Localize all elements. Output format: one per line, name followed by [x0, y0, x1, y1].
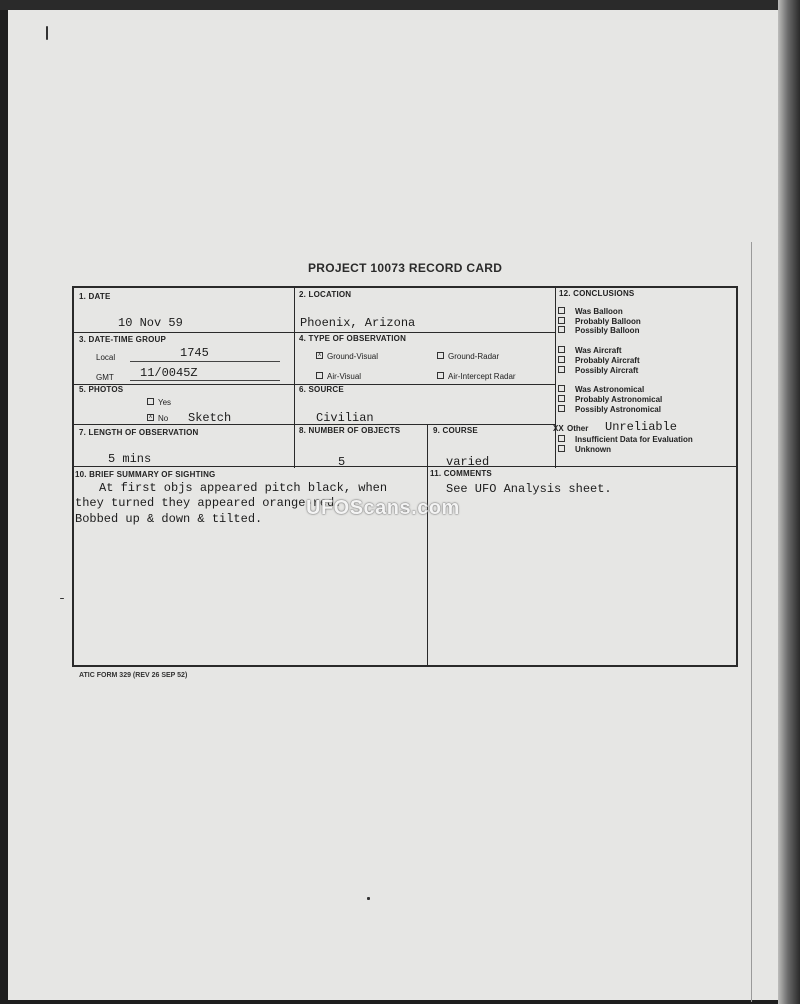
- scan-speck: [60, 598, 64, 599]
- grid-line: [74, 424, 555, 425]
- photos-label: 5. PHOTOS: [79, 385, 124, 394]
- type-ground-radar: [437, 352, 499, 361]
- gmt-underline: [130, 380, 280, 381]
- course-value: varied: [446, 455, 490, 469]
- photos-no: [147, 414, 168, 423]
- conclusion-insufficient-data: [558, 435, 693, 444]
- gmt-label: GMT: [96, 373, 114, 382]
- conclusion-probably-aircraft: [558, 356, 640, 365]
- grid-line: [74, 332, 555, 333]
- type-air-intercept: [437, 372, 516, 381]
- summary-line-2: they turned they appeared orange-red.: [75, 496, 342, 510]
- conclusion-checkbox[interactable]: [558, 317, 565, 324]
- scan-fold-line: [751, 242, 752, 1002]
- photos-value: Sketch: [188, 411, 232, 425]
- conclusion-other: [553, 424, 588, 433]
- photos-no-label: No: [158, 414, 169, 423]
- conclusion-label: Was Astronomical: [575, 385, 645, 394]
- conclusion-was-aircraft: [558, 346, 622, 355]
- comments-label: 11. COMMENTS: [430, 469, 492, 478]
- conclusion-label: Probably Astronomical: [575, 395, 663, 404]
- type-label: 4. TYPE OF OBSERVATION: [299, 334, 407, 343]
- source-value: Civilian: [316, 411, 374, 425]
- other-value: Unreliable: [605, 420, 678, 434]
- comments-value: See UFO Analysis sheet.: [446, 482, 612, 496]
- local-value: 1745: [180, 346, 209, 360]
- conclusion-label: Insufficient Data for Evaluation: [575, 435, 693, 444]
- air-intercept-checkbox[interactable]: [437, 372, 444, 379]
- ground-visual-label: Ground-Visual: [327, 352, 378, 361]
- objects-value: 5: [338, 455, 346, 469]
- form-id: ATIC FORM 329 (REV 26 SEP 52): [79, 672, 188, 679]
- conclusion-possibly-balloon: [558, 326, 639, 335]
- conclusion-label: Was Aircraft: [575, 346, 622, 355]
- date-value: 10 Nov 59: [118, 316, 183, 330]
- grid-line: [294, 288, 295, 468]
- air-visual-label: Air-Visual: [327, 372, 362, 381]
- photos-yes-label: Yes: [158, 398, 172, 407]
- air-visual-checkbox[interactable]: [316, 372, 323, 379]
- summary-line-3: Bobbed up & down & tilted.: [75, 512, 263, 526]
- photos-no-checkbox[interactable]: X: [148, 414, 153, 421]
- conclusion-checkbox[interactable]: [558, 385, 565, 392]
- scan-speck: [46, 26, 48, 40]
- photos-yes-checkbox[interactable]: [147, 398, 154, 405]
- grid-line: [555, 288, 556, 468]
- conclusion-checkbox[interactable]: [558, 435, 565, 442]
- conclusion-label: Possibly Aircraft: [575, 366, 639, 375]
- conclusion-checkbox[interactable]: [558, 395, 565, 402]
- conclusion-checkbox[interactable]: [558, 405, 565, 412]
- length-label: 7. LENGTH OF OBSERVATION: [79, 428, 199, 437]
- local-underline: [130, 361, 280, 362]
- location-label: 2. LOCATION: [299, 290, 352, 299]
- conclusion-label: Unknown: [575, 445, 611, 454]
- air-intercept-label: Air-Intercept Radar: [448, 372, 516, 381]
- conclusion-was-balloon: [558, 307, 623, 316]
- conclusion-checkbox[interactable]: [558, 307, 565, 314]
- conclusion-probably-balloon: [558, 317, 641, 326]
- course-label: 9. COURSE: [433, 426, 478, 435]
- conclusion-checkbox[interactable]: [558, 356, 565, 363]
- source-label: 6. SOURCE: [299, 385, 344, 394]
- grid-line: [74, 466, 736, 467]
- photos-yes: [147, 398, 171, 407]
- type-ground-visual: [316, 352, 378, 361]
- conclusion-possibly-astronomical: [558, 405, 661, 414]
- length-value: 5 mins: [108, 452, 152, 466]
- local-label: Local: [96, 353, 116, 362]
- summary-label: 10. BRIEF SUMMARY OF SIGHTING: [75, 470, 216, 479]
- ground-radar-checkbox[interactable]: [437, 352, 444, 359]
- conclusion-checkbox[interactable]: [558, 346, 565, 353]
- objects-label: 8. NUMBER OF OBJECTS: [299, 426, 401, 435]
- watermark: UFOScans.com: [306, 497, 460, 519]
- conclusion-checkbox[interactable]: [558, 326, 565, 333]
- grid-line: [427, 424, 428, 667]
- other-mark: XX: [553, 424, 564, 433]
- summary-line-1: At first objs appeared pitch black, when: [99, 481, 388, 495]
- conclusion-probably-astronomical: [558, 395, 662, 404]
- ground-visual-checkbox[interactable]: X: [317, 352, 322, 359]
- conclusions-label: 12. CONCLUSIONS: [559, 289, 635, 298]
- conclusion-checkbox[interactable]: [558, 445, 565, 452]
- conclusion-label: Probably Balloon: [575, 317, 641, 326]
- dtg-label: 3. DATE-TIME GROUP: [79, 335, 167, 344]
- conclusion-label: Probably Aircraft: [575, 356, 640, 365]
- scan-right-edge: [778, 0, 800, 1004]
- type-air-visual: [316, 372, 361, 381]
- date-label: 1. DATE: [79, 292, 111, 301]
- card-title: PROJECT 10073 RECORD CARD: [308, 261, 503, 275]
- conclusion-unknown: [558, 445, 611, 454]
- conclusion-label: Possibly Astronomical: [575, 405, 661, 414]
- conclusion-was-astronomical: [558, 385, 644, 394]
- conclusion-checkbox[interactable]: [558, 366, 565, 373]
- gmt-value: 11/0045Z: [140, 366, 198, 380]
- scan-top-edge: [0, 0, 800, 10]
- conclusion-label: Was Balloon: [575, 307, 623, 316]
- conclusion-label: Possibly Balloon: [575, 326, 640, 335]
- ground-radar-label: Ground-Radar: [448, 352, 500, 361]
- conclusion-possibly-aircraft: [558, 366, 638, 375]
- conclusion-label: Other: [567, 424, 589, 433]
- location-value: Phoenix, Arizona: [300, 316, 416, 330]
- scan-speck: [367, 897, 370, 900]
